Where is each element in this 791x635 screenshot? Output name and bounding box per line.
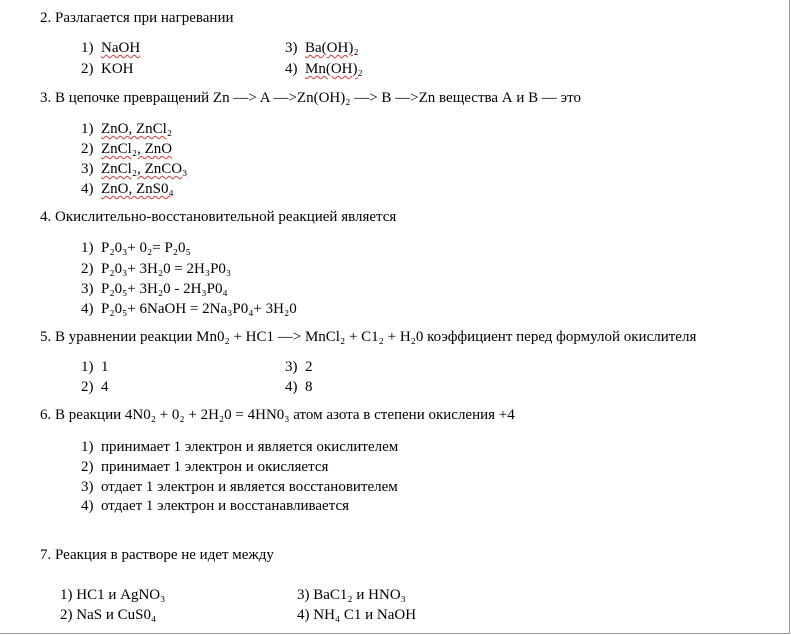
- option-number: 3): [81, 161, 94, 177]
- option-text: ZnO, ZnS0₄: [101, 181, 174, 197]
- option-number: 4): [81, 498, 94, 514]
- q3-option-1: [81, 120, 172, 138]
- q6-option-1: [81, 438, 398, 456]
- q7-option-3: 3) BaC1₂ и HNO₃: [297, 587, 406, 603]
- option-text: Ba(OH)₂: [305, 40, 359, 56]
- option-number: 4): [285, 379, 298, 395]
- q6-option-2: [81, 458, 328, 476]
- question-3-title: 3. В цепочке превращений Zn —> A —>Zn(OH)₂ —> B —>Zn вещества А и В — это: [40, 90, 581, 106]
- q2-option-2: [81, 60, 134, 78]
- option-number: 2): [81, 141, 94, 157]
- option-text: ZnCl₂, ZnO: [101, 141, 173, 157]
- option-number: 3): [81, 479, 94, 495]
- option-text: 1: [101, 359, 109, 375]
- question-5-title: 5. В уравнении реакции Mn0₂ + HC1 —> MnCl₂ + C1₂ + H₂0 коэффициент перед формулой окислителя: [40, 329, 697, 345]
- option-number: 1): [81, 40, 94, 56]
- q4-option-4: [81, 300, 297, 318]
- option-number: 4): [81, 301, 94, 317]
- q7-option-4: 4) NH₄ C1 и NaOH: [297, 607, 417, 623]
- option-text: 4: [101, 379, 109, 395]
- option-text: Mn(OH)₂: [305, 61, 363, 77]
- q2-option-3: [285, 39, 359, 57]
- option-number: 3): [285, 359, 298, 375]
- option-number: 1): [81, 240, 94, 256]
- option-number: 2): [81, 61, 94, 77]
- q6-option-4: [81, 497, 349, 515]
- option-number: 4): [285, 61, 298, 77]
- option-text: NaOH: [101, 40, 141, 56]
- option-number: 1): [81, 439, 94, 455]
- option-text: P₂0₅+ 3H₂0 - 2H₃P0₄: [101, 281, 228, 297]
- option-text: принимает 1 электрон и окисляется: [101, 459, 329, 475]
- q5-option-1: [81, 358, 109, 376]
- q5-option-3: [285, 358, 313, 376]
- option-number: 1): [81, 121, 94, 137]
- option-number: 2): [81, 459, 94, 475]
- q3-option-3: [81, 160, 187, 178]
- q7-option-1: 1) HC1 и AgNO₃: [60, 587, 166, 603]
- option-text: отдает 1 электрон и восстанавливается: [101, 498, 349, 514]
- q5-option-4: [285, 378, 313, 396]
- q3-option-4: [81, 180, 174, 198]
- option-text: ZnO, ZnCl₂: [101, 121, 173, 137]
- q4-option-2: [81, 260, 231, 278]
- option-text: отдает 1 электрон и является восстановителем: [101, 479, 398, 495]
- q2-option-1: [81, 39, 140, 57]
- q7-option-2: 2) NaS и CuS0₄: [60, 607, 157, 623]
- question-4-title: 4. Окислительно-восстановительной реакцией является: [40, 209, 397, 225]
- option-text: P₂0₅+ 6NaOH = 2Na₃P0₄+ 3H₂0: [101, 301, 297, 317]
- option-number: 3): [81, 281, 94, 297]
- question-6-title: 6. В реакции 4N0₂ + 0₂ + 2H₂0 = 4HN0₃ атом азота в степени окисления +4: [40, 407, 515, 423]
- option-text: ZnCl₂, ZnCO₃: [101, 161, 188, 177]
- question-7-title: 7. Реакция в растворе не идет между: [40, 547, 274, 563]
- q2-option-4: [285, 60, 363, 78]
- option-number: 3): [285, 40, 298, 56]
- option-number: 1): [81, 359, 94, 375]
- q6-option-3: [81, 478, 398, 496]
- option-text: 2: [305, 359, 313, 375]
- option-text: KOH: [101, 61, 134, 77]
- option-number: 4): [81, 181, 94, 197]
- option-text: 8: [305, 379, 313, 395]
- option-number: 2): [81, 261, 94, 277]
- option-text: P₂0₃+ 0₂= P₂0₅: [101, 240, 191, 256]
- option-number: 2): [81, 379, 94, 395]
- q4-option-3: [81, 280, 228, 298]
- q5-option-2: [81, 378, 109, 396]
- q4-option-1: [81, 239, 191, 257]
- question-2-title: 2. Разлагается при нагревании: [40, 10, 234, 26]
- q3-option-2: [81, 140, 172, 158]
- option-text: принимает 1 электрон и является окислителем: [101, 439, 399, 455]
- option-text: P₂0₃+ 3H₂0 = 2H₃P0₃: [101, 261, 232, 277]
